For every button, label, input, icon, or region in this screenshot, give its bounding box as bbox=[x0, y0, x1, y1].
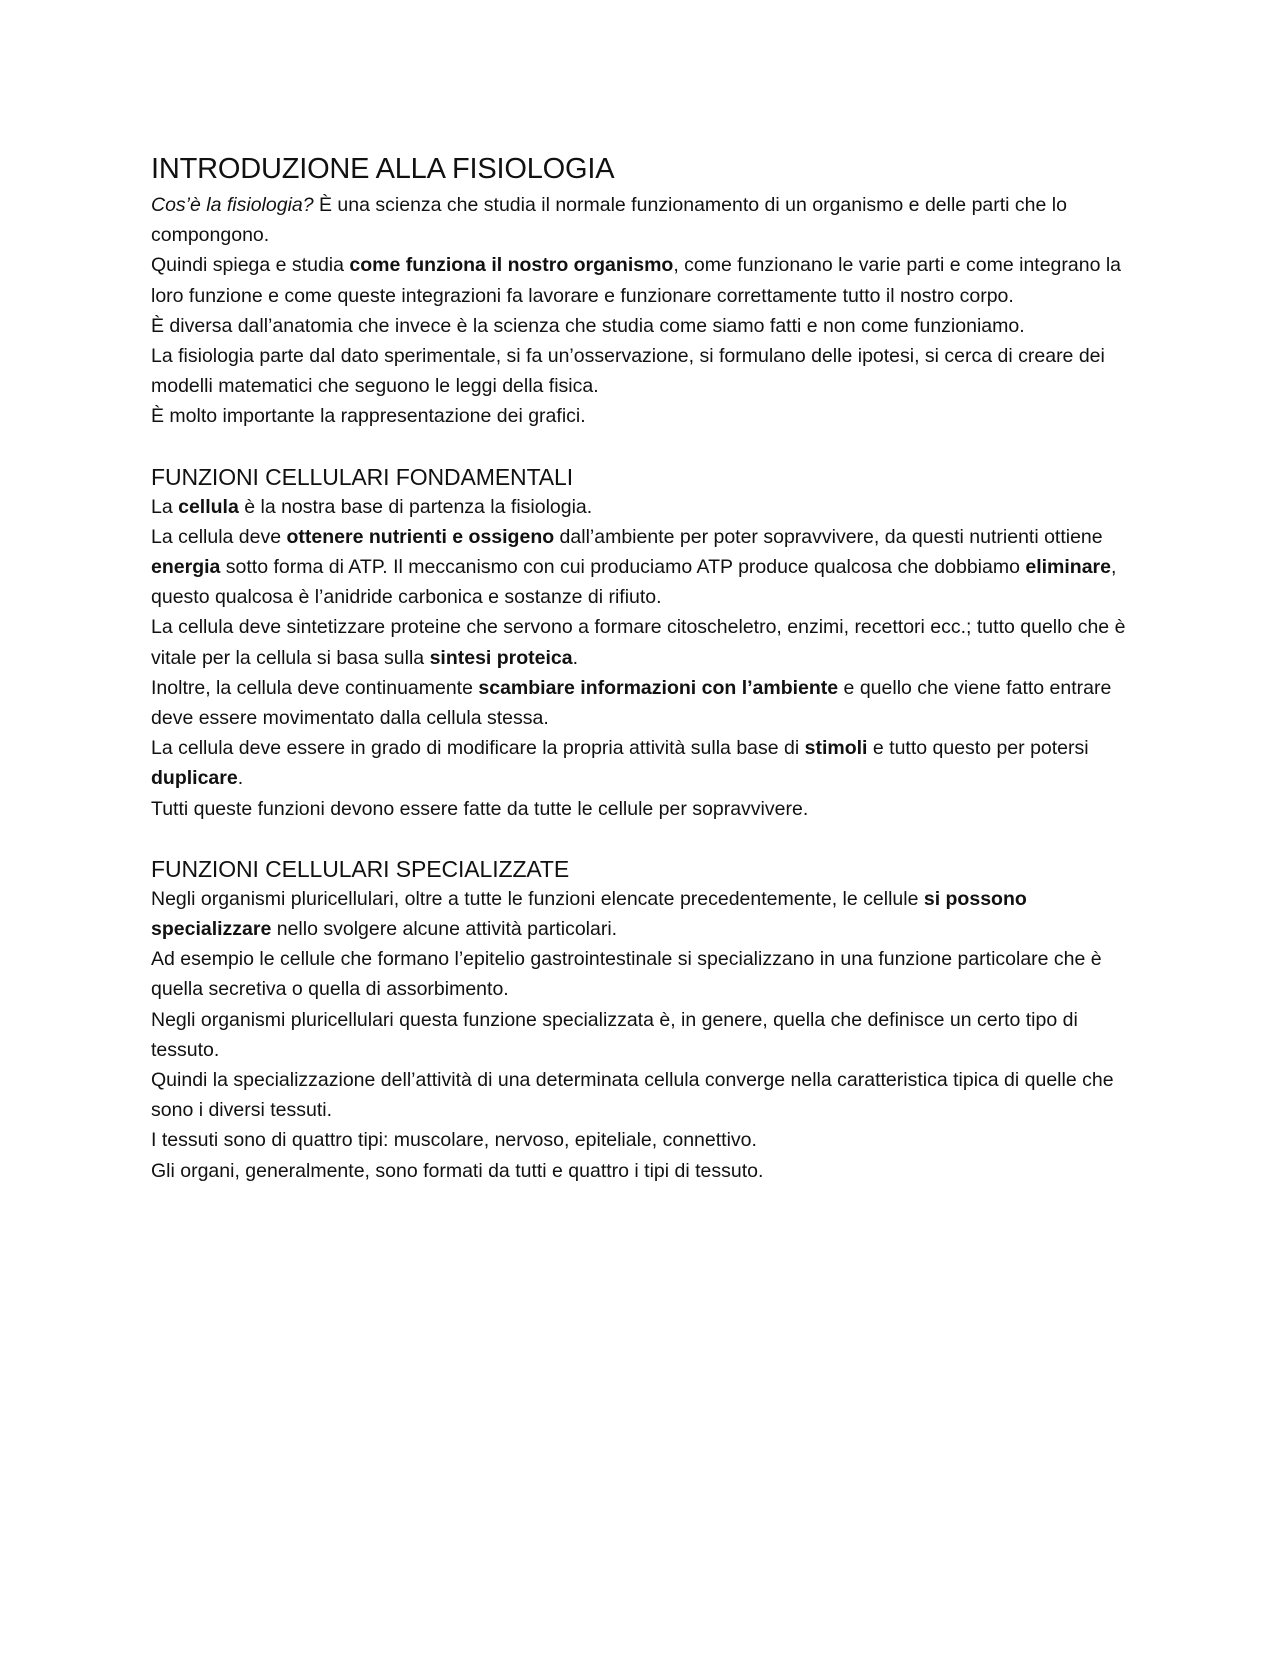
paragraph bbox=[151, 190, 1141, 250]
text-span: , questo qualcosa è l’anidride carbonica e sostanze di rifiuto. bbox=[151, 556, 1117, 609]
paragraph: La fisiologia parte dal dato sperimentale, si fa un’osservazione, si formulano delle ipotesi, si cerca di creare dei modelli matematici che seguono le leggi della fisica. bbox=[151, 345, 1105, 398]
page-title: INTRODUZIONE ALLA FISIOLOGIA bbox=[151, 153, 615, 185]
text-span: . bbox=[237, 767, 244, 790]
italic-question: Cos’è la fisiologia? bbox=[151, 194, 314, 216]
bold-text: ottenere nutrienti e ossigeno bbox=[286, 525, 555, 548]
bold-text: scambiare informazioni con l’ambiente bbox=[478, 676, 839, 699]
text-span: La bbox=[151, 495, 179, 518]
text-span: . bbox=[572, 646, 579, 669]
text-span: e tutto questo per potersi bbox=[867, 737, 1089, 760]
text-span: Inoltre, la cellula deve continuamente bbox=[151, 676, 479, 699]
paragraph: Quindi la specializzazione dell’attività di una determinata cellula converge nella caratteristica tipica di quelle che sono i diversi tessuti. bbox=[151, 1069, 1114, 1122]
bold-text: sintesi proteica bbox=[429, 646, 573, 669]
text-span: e quello che viene fatto entrare deve essere movimentato dalla cellula stessa. bbox=[151, 676, 1112, 730]
bold-text: energia bbox=[151, 556, 221, 579]
paragraph bbox=[151, 492, 1141, 522]
bold-text: cellula bbox=[178, 495, 239, 518]
text-span: Negli organismi pluricellulari, oltre a tutte le funzioni elencate precedentemente, le cellule bbox=[151, 887, 924, 910]
bold-text: stimoli bbox=[804, 737, 868, 760]
text-span: è la nostra base di partenza la fisiologia. bbox=[238, 495, 593, 518]
text-span: La cellula deve bbox=[151, 525, 287, 548]
text-span: La cellula deve essere in grado di modificare la propria attività sulla base di bbox=[151, 737, 805, 760]
paragraph bbox=[151, 612, 1141, 672]
section-introduzione bbox=[151, 152, 1141, 432]
section-heading: FUNZIONI CELLULARI SPECIALIZZATE bbox=[151, 855, 570, 882]
document-page bbox=[151, 152, 1141, 1186]
paragraph bbox=[151, 673, 1141, 733]
section-funzioni-specializzate bbox=[151, 854, 1141, 1186]
text-span: nello svolgere alcune attività particolari. bbox=[271, 918, 618, 941]
paragraph bbox=[151, 250, 1141, 310]
paragraph: I tessuti sono di quattro tipi: muscolare, nervoso, epiteliale, connettivo. bbox=[151, 1129, 757, 1152]
section-heading: FUNZIONI CELLULARI FONDAMENTALI bbox=[151, 463, 574, 490]
bold-text: si possono specializzare bbox=[151, 887, 1027, 941]
paragraph: Negli organismi pluricellulari questa funzione specializzata è, in genere, quella che definisce un certo tipo di tessuto. bbox=[151, 1008, 1078, 1061]
paragraph: Tutti queste funzioni devono essere fatte da tutte le cellule per sopravvivere. bbox=[151, 797, 809, 820]
bold-text: eliminare bbox=[1025, 556, 1111, 579]
paragraph bbox=[151, 884, 1141, 944]
text-span: sotto forma di ATP. Il meccanismo con cui produciamo ATP produce qualcosa che dobbiamo bbox=[220, 556, 1026, 579]
bold-text: come funziona il nostro organismo bbox=[349, 254, 674, 277]
paragraph bbox=[151, 733, 1141, 793]
paragraph bbox=[151, 522, 1141, 613]
paragraph: È diversa dall’anatomia che invece è la scienza che studia come siamo fatti e non come funzioniamo. bbox=[151, 314, 1025, 337]
text-span: È una scienza che studia il normale funzionamento di un organismo e delle parti che lo compongono. bbox=[151, 194, 1067, 247]
bold-text: duplicare bbox=[151, 767, 238, 790]
paragraph: Ad esempio le cellule che formano l’epitelio gastrointestinale si specializzano in una funzione particolare che è quella secretiva o quella di assorbimento. bbox=[151, 948, 1102, 1001]
text-span: dall’ambiente per poter sopravvivere, da questi nutrienti ottiene bbox=[554, 525, 1103, 548]
text-span: La cellula deve sintetizzare proteine che servono a formare citoscheletro, enzimi, recettori ecc.; tutto quello che è vitale per la cellula si basa sulla bbox=[151, 616, 1126, 669]
paragraph: È molto importante la rappresentazione dei grafici. bbox=[151, 405, 586, 428]
paragraph: Gli organi, generalmente, sono formati da tutti e quattro i tipi di tessuto. bbox=[151, 1159, 764, 1182]
text-span: , come funzionano le varie parti e come integrano la loro funzione e come queste integrazioni fa lavorare e funzionare correttamente tutto il nostro corpo. bbox=[151, 254, 1122, 307]
section-funzioni-fondamentali bbox=[151, 462, 1141, 824]
text-span: Quindi spiega e studia bbox=[151, 254, 350, 277]
